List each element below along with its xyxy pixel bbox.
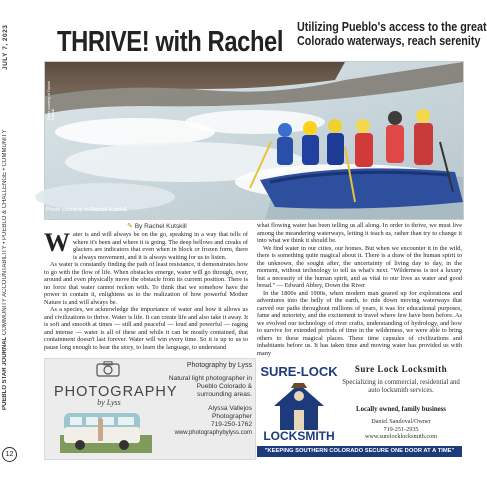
locksmith-contact: [340, 418, 462, 441]
drop-cap: W: [44, 228, 70, 257]
photo-vertical-credit: Photo courtesy of Rachel Kutskill.: [47, 80, 55, 120]
locksmith-website: www.surelocklocksmith.com: [364, 433, 438, 441]
article-paragraph: As water is constantly finding the path of least resistance, it demonstrates how to go with the flow of life. When obstacles emerge, water will go through, over, around and even physically move the obstacle from its current position. There is no force that water cannot reckon with. To think that we somehow have the power to contain it, enlightens us to the realization of how powerful Mother Nature is and will always be.: [44, 261, 248, 306]
photographer-name: Alyssa Vallejos: [208, 405, 252, 412]
publication-sidebar: [2, 129, 16, 410]
paragraph-text: ater is and will always be on the go, speaking in a way that tells of where it's been and where it is going. The deep bellows and creaks of glaciers are indicators that even when in block or frozen form, there is always movement, and it is always waiting for us to listen.: [73, 231, 248, 261]
photographer-role: Photographer: [212, 413, 252, 420]
photography-tagline: Photography by Lyss: [186, 362, 252, 369]
photographer-website: www.photographybylyss.com: [174, 430, 252, 436]
locksmith-banner: "KEEPING SOUTHERN COLORADO SECURE ONE DOOR AT A TIME": [257, 446, 462, 457]
publication-name: PUEBLO STAR JOURNAL: [2, 336, 8, 410]
vw-bus-photo: [60, 405, 152, 458]
subtitle-line-2: Colorado waterways, reach serenity: [297, 34, 481, 48]
article-subtitle: [297, 20, 487, 48]
article-paragraph: what flowing water has been telling us all along. In order to thrive, we must live among the meandering waterways, letting it teach us, rather than try to change it into what we think it should be.: [257, 222, 462, 244]
article-paragraph: As a species, we acknowledge the importance of water and how it allows us and civilizations to thrive. Water is life. It can create life and also take it away. It is soft and smooth at times — still and peaceful — loud and powerful — raging and intense — water is all of these and while it can be mostly contained, that containment doesn't last forever. Water will win every time. So it is up to us to pause long enough to hear the story, to learn the language, to understand: [44, 306, 248, 351]
photography-script: by Lyss: [97, 398, 121, 407]
article-paragraph: [44, 228, 248, 261]
locksmith-logo: [260, 362, 338, 447]
logo-top-text: SURE-LOCK: [260, 364, 338, 379]
sidebar-section-text: COMMUNITY ACCOUNTABILITY • PUEBLO & CHALLENGE • COMMUNITY: [2, 129, 8, 336]
locksmith-specialty: Specializing in commercial, residential and auto locksmith services.: [342, 379, 460, 394]
photography-description: Natural light photographer in Pueblo Colorado & surrounding areas.: [168, 375, 252, 398]
locksmith-owner: Daniel Sandoval/Owner: [371, 418, 431, 425]
rafting-photo: [44, 61, 464, 220]
photo-caption: Photo courtesy of Rachel Kutskill.: [46, 207, 128, 213]
article-column-2: [257, 222, 462, 357]
article-paragraph: In the 1800s and 1900s, when modern man geared up for explorations and adventures into the belly of the earth, to ride down moving waterways that carved our paths throughout millions of years, it was for educational purposes, fame and notoriety, and the excitement to travel where few have been before. As we evolved our technology of river crafts, understanding of hydrology, and how to survive for extended periods of time in the wilderness, we were able to bring others to these magical places. These time capsules of civilizations and inhabitants before us. It has taken time and moving water has provided us with many: [257, 289, 462, 357]
article-column-1: [44, 228, 248, 351]
page-number: 12: [2, 447, 17, 462]
byline: [127, 222, 187, 230]
locksmith-local: Locally owned, family business: [356, 406, 446, 413]
photography-wordmark: PHOTOGRAPHY: [54, 384, 178, 400]
column-title: THRIVE! with Rachel: [57, 26, 284, 58]
article-paragraph: We find water in our cities, our homes. But when we encounter it in the wild, there is something quite magical about it. There is a draw of the human spirit to the unknown, the sought after, the uncertainty of living day to day, in the moment, without technology to tell us what's next. "Wilderness is not a luxury but a necessity of the human spirit, and as vital to our lives as water and good bread." — Edward Abbey, Down the River: [257, 244, 462, 289]
photographer-phone: 719-250-1762: [210, 421, 252, 428]
rafting-photo-illustration: [45, 62, 463, 219]
subtitle-line-1: Utilizing Pueblo's access to the great: [297, 20, 487, 34]
photography-brand: [54, 370, 178, 407]
issue-date: JULY 7, 2023: [2, 24, 9, 70]
photography-info: [166, 362, 252, 437]
locksmith-name: Sure Lock Locksmith: [354, 364, 448, 374]
logo-bottom-text: LOCKSMITH: [263, 429, 335, 443]
locksmith-phone: 719-251-2935: [383, 425, 419, 433]
byline-text: By Rachel Kutskill: [134, 223, 187, 230]
pen-icon: ✎: [127, 223, 133, 230]
